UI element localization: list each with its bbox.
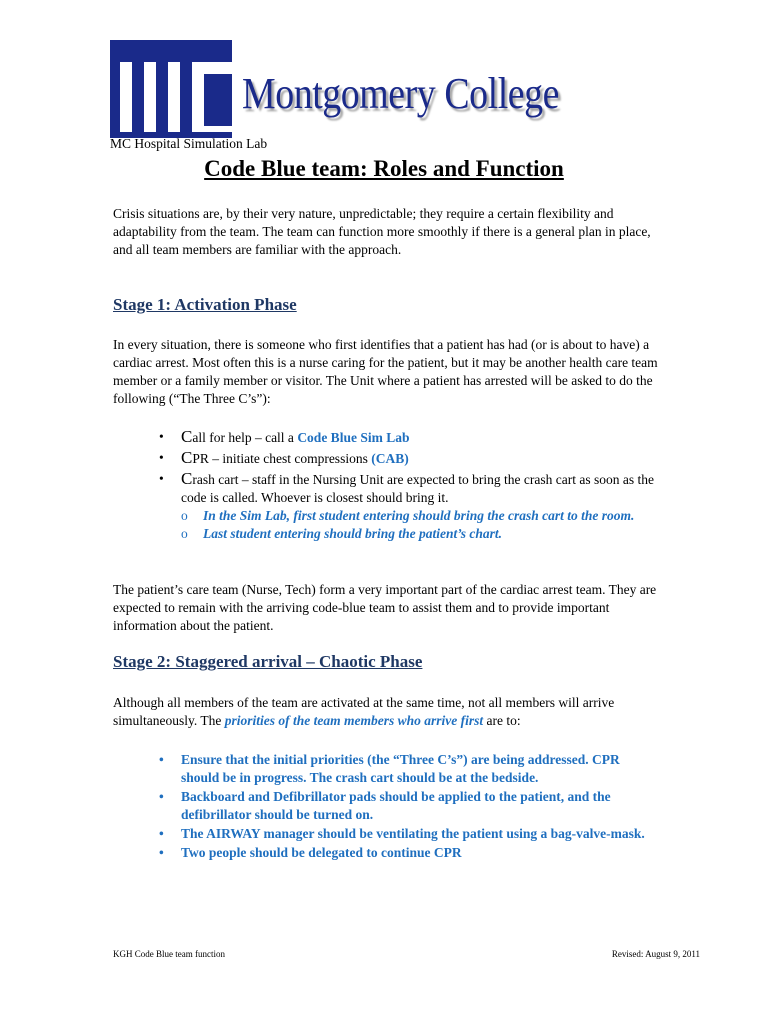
footer-left: KGH Code Blue team function [113,949,225,959]
sub-bullet-text: In the Sim Lab, first student entering should bring the crash cart to the room. [203,508,635,523]
bullet-marker: • [159,845,164,860]
text-run: are to: [483,713,521,728]
bullet-text: The AIRWAY manager should be ventilating the patient using a bag-valve-mask. [181,826,645,841]
bullet-capital: C [181,427,193,446]
three-cs-list [113,428,658,545]
sub-bullet-marker: o [181,508,188,523]
bullet-text: Backboard and Defibrillator pads should be applied to the patient, and the defibrillator should be turned on. [181,789,611,822]
bullet-capital: C [181,448,193,467]
list-item [113,470,658,543]
bullet-marker: • [159,450,164,465]
stage2-heading: Stage 2: Staggered arrival – Chaotic Phase [113,652,423,671]
page-title: Code Blue team: Roles and Function [204,156,564,181]
care-team-paragraph: The patient’s care team (Nurse, Tech) form a very important part of the cardiac arrest team. They are expected to remain with the arriving code-blue team to assist them and to provide important information about the patient. [113,582,657,633]
footer-right: Revised: August 9, 2011 [611,949,700,959]
bullet-capital: C [181,469,193,488]
list-item [113,825,658,843]
stage2-paragraph [113,694,658,730]
stage1-paragraph: In every situation, there is someone who first identifies that a patient has had (or is about to have) a cardiac arrest. Most often this is a nurse caring for the patient, but it may be another health care team member or a family member or visitor. The Unit where a patient has arrested will be asked to do the following (“The Three C’s”): [113,337,658,406]
list-item [113,788,658,824]
stage1-heading: Stage 1: Activation Phase [113,295,297,314]
priorities-list [113,751,658,863]
logo-text: Montgomery College [242,69,560,118]
bullet-marker: • [159,752,164,767]
sub-list-item [181,525,658,543]
code-blue-link[interactable]: Code Blue Sim Lab [297,430,410,445]
bullet-marker: • [159,826,164,841]
list-item [113,844,658,862]
bullet-marker: • [159,429,164,444]
bullet-marker: • [159,789,164,804]
intro-paragraph: Crisis situations are, by their very nature, unpredictable; they require a certain flexibility and adaptability from the team. The team can function more smoothly if there is a general plan in place, and all team members are familiar with the approach. [113,206,651,257]
mc-logo-mark-icon [110,40,232,138]
text-run: Although all members of the team are activated at the same time, not all members will arrive simultaneously. The [113,695,615,728]
list-item [113,449,658,468]
bullet-marker: • [159,471,164,486]
list-item [113,428,658,447]
sub-bullet-text: Last student entering should bring the patient’s chart. [203,526,503,541]
bullet-text: Ensure that the initial priorities (the “Three C’s”) are being addressed. CPR should be in progress. The crash cart should be at the bedside. [181,752,620,785]
sim-lab-sublist [181,507,658,543]
lab-name: MC Hospital Simulation Lab [110,136,268,151]
sub-list-item [181,507,658,525]
bullet-text: Two people should be delegated to continue CPR [181,845,462,860]
bullet-text: all for help – call a [192,430,298,445]
bullet-text: rash cart – staff in the Nursing Unit are expected to bring the crash cart as soon as the code is called. Whoever is closest should bring it. [181,472,654,505]
sub-bullet-marker: o [181,526,188,541]
bullet-text: PR – initiate chest compressions [192,451,372,466]
priorities-emphasis: priorities of the team members who arrive first [224,713,484,728]
list-item [113,751,658,787]
college-logo [110,40,580,140]
cab-link[interactable]: (CAB) [371,451,409,466]
